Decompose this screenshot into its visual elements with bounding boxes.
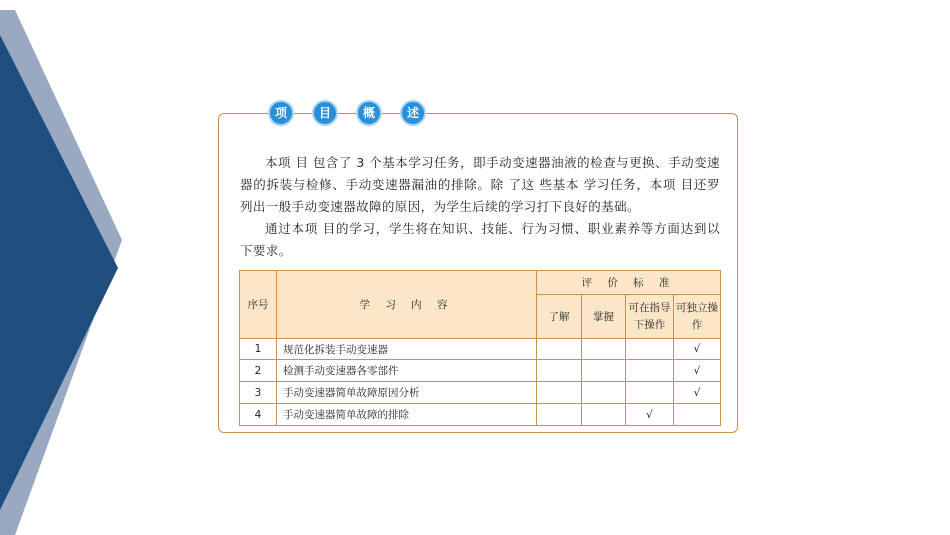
title-badge: 概 xyxy=(356,100,382,126)
row-mark: √ xyxy=(674,382,721,404)
table-row xyxy=(240,382,721,404)
header-criteria: 评 价 标 准 xyxy=(537,271,721,295)
title-badge: 述 xyxy=(400,100,426,126)
row-index: 4 xyxy=(240,404,277,426)
row-mark xyxy=(537,404,582,426)
row-mark: √ xyxy=(674,339,721,360)
row-mark xyxy=(626,382,674,404)
evaluation-table xyxy=(239,270,721,426)
title-badge: 项 xyxy=(268,100,294,126)
header-level: 了解 xyxy=(537,295,582,339)
header-index: 序号 xyxy=(240,271,277,339)
left-chevron-decoration xyxy=(0,0,130,535)
row-mark xyxy=(582,382,626,404)
intro-paragraph: 通过本项 目的学习，学生将在知识、技能、行为习惯、职业素养等方面达到以下要求。 xyxy=(240,221,720,258)
header-level: 掌握 xyxy=(582,295,626,339)
row-index: 2 xyxy=(240,360,277,382)
row-index: 3 xyxy=(240,382,277,404)
row-content: 检测手动变速器各零部件 xyxy=(277,360,537,382)
row-mark xyxy=(582,404,626,426)
title-badge: 目 xyxy=(312,100,338,126)
table-row xyxy=(240,404,721,426)
row-mark xyxy=(537,382,582,404)
intro-paragraph: 本项 目 包含了 3 个基本学习任务，即手动变速器油液的检查与更换、手动变速器的拆装与检修、手动变速器漏油的排除。除 了这 些基本 学习任务，本项 目还罗列出一般手动变速器故障的原因，为学生后续的学习打下良好的基础。 xyxy=(240,155,720,214)
row-mark xyxy=(582,360,626,382)
table-row xyxy=(240,360,721,382)
row-mark xyxy=(537,360,582,382)
row-mark xyxy=(674,404,721,426)
row-content: 规范化拆装手动变速器 xyxy=(277,339,537,360)
row-mark: √ xyxy=(626,404,674,426)
row-mark xyxy=(537,339,582,360)
header-level: 可独立操作 xyxy=(674,295,721,339)
row-content: 手动变速器简单故障原因分析 xyxy=(277,382,537,404)
header-level: 可在指导下操作 xyxy=(626,295,674,339)
row-mark xyxy=(582,339,626,360)
row-mark xyxy=(626,360,674,382)
row-content: 手动变速器简单故障的排除 xyxy=(277,404,537,426)
header-content: 学 习 内 容 xyxy=(277,271,537,339)
row-mark: √ xyxy=(674,360,721,382)
table-row xyxy=(240,339,721,360)
row-mark xyxy=(626,339,674,360)
row-index: 1 xyxy=(240,339,277,360)
